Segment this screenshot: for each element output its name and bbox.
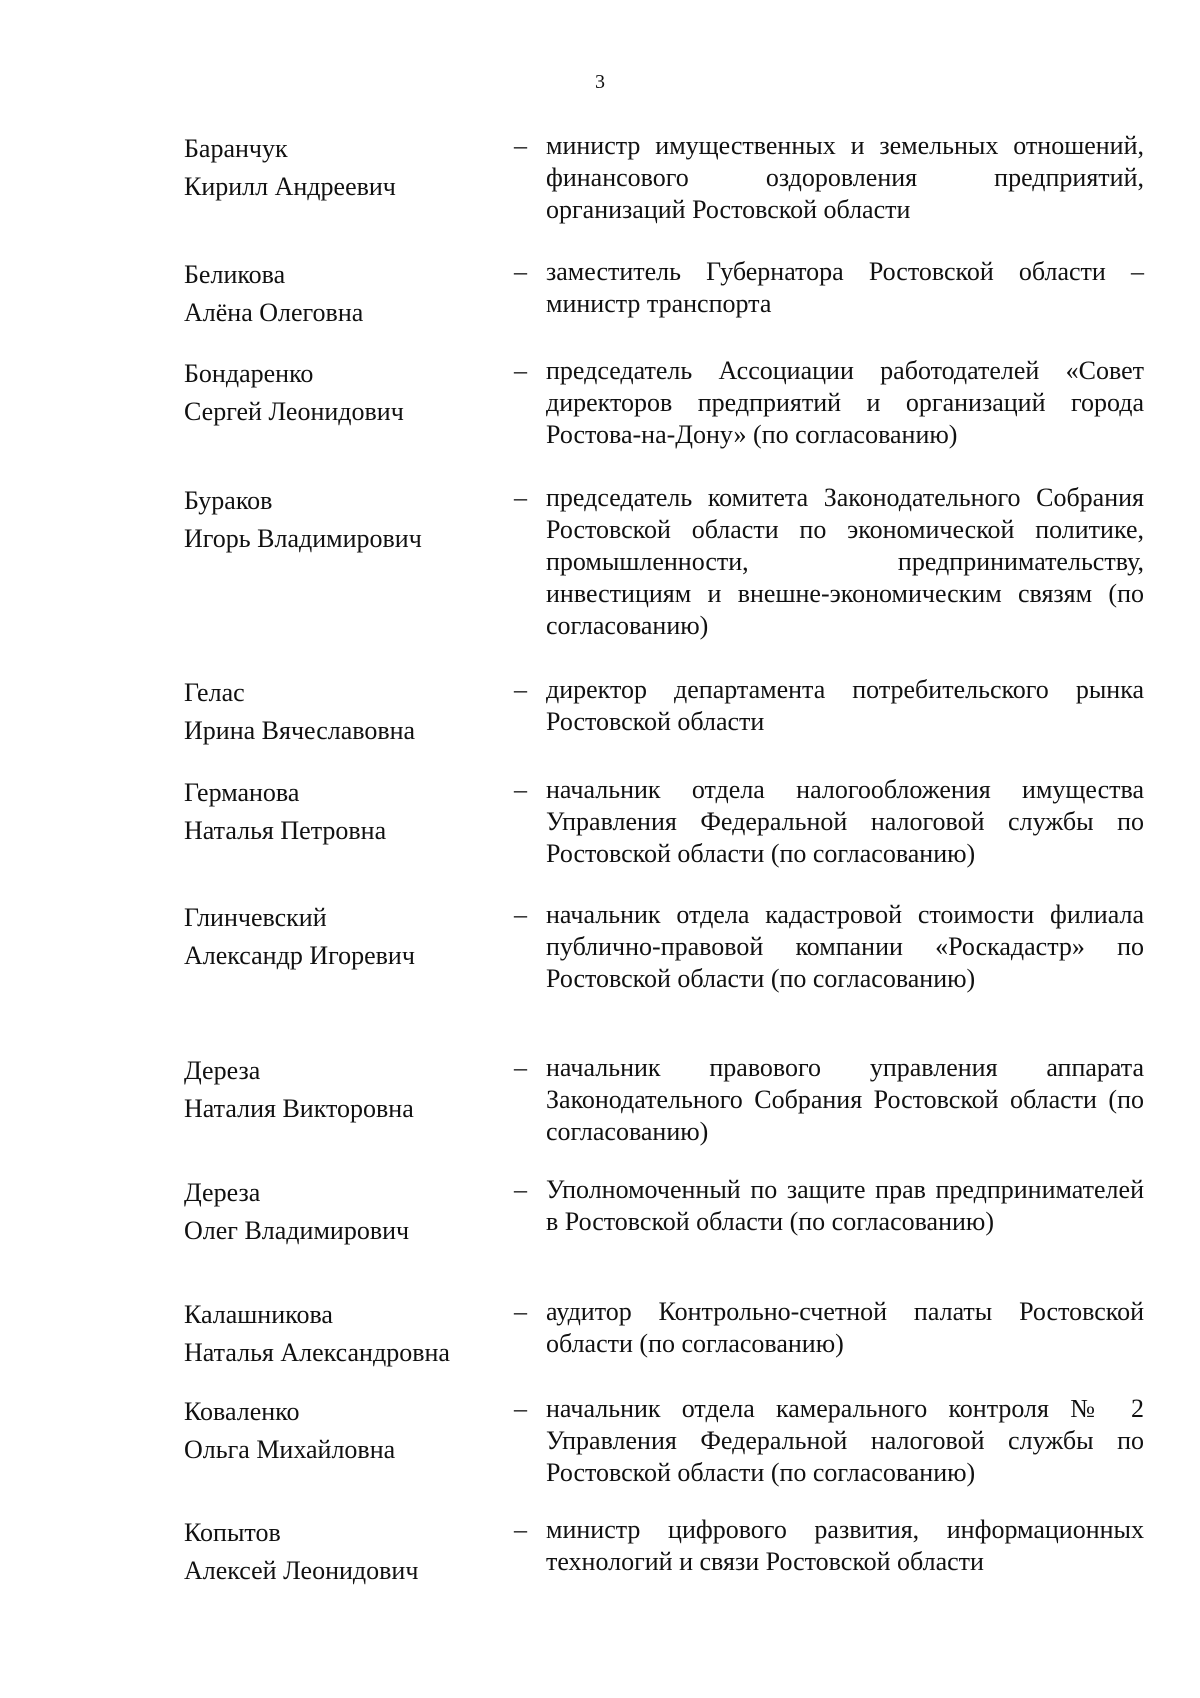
member-given-names: Игорь Владимирович bbox=[184, 524, 422, 553]
page-number: 3 bbox=[595, 71, 605, 93]
member-given-names: Александр Игоревич bbox=[184, 941, 415, 970]
member-surname: Калашникова bbox=[184, 1300, 333, 1329]
member-position: аудитор Контрольно-счетной палаты Ростовской области (по согласованию) bbox=[546, 1297, 1144, 1358]
member-name bbox=[184, 1296, 494, 1372]
dash-separator: – bbox=[514, 1053, 527, 1082]
member-position: заместитель Губернатора Ростовской области – министр транспорта bbox=[546, 257, 1144, 318]
member-name bbox=[184, 1052, 494, 1128]
dash-separator: – bbox=[514, 483, 527, 512]
member-surname: Глинчевский bbox=[184, 903, 327, 932]
member-position: начальник отдела кадастровой стоимости филиала публично-правовой компании «Роскадастр» по Ростовской области (по согласованию) bbox=[546, 900, 1144, 993]
dash-separator: – bbox=[514, 1515, 527, 1544]
dash-separator: – bbox=[514, 675, 527, 704]
member-surname: Дереза bbox=[184, 1056, 261, 1085]
member-name bbox=[184, 674, 494, 750]
dash-separator: – bbox=[514, 900, 527, 929]
member-name bbox=[184, 355, 494, 431]
member-position: директор департамента потребительского рынка Ростовской области bbox=[546, 675, 1144, 736]
member-given-names: Ольга Михайловна bbox=[184, 1435, 396, 1464]
member-surname: Баранчук bbox=[184, 134, 288, 163]
member-name bbox=[184, 130, 494, 206]
member-position: председатель Ассоциации работодателей «Совет директоров предприятий и организаций города Ростова-на-Дону» (по согласованию) bbox=[546, 356, 1144, 449]
member-surname: Бураков bbox=[184, 486, 273, 515]
dash-separator: – bbox=[514, 775, 527, 804]
dash-separator: – bbox=[514, 131, 527, 160]
member-given-names: Ирина Вячеславовна bbox=[184, 716, 416, 745]
member-name bbox=[184, 482, 494, 558]
member-surname: Беликова bbox=[184, 260, 286, 289]
member-given-names: Сергей Леонидович bbox=[184, 397, 404, 426]
dash-separator: – bbox=[514, 257, 527, 286]
dash-separator: – bbox=[514, 356, 527, 385]
member-position: министр цифрового развития, информационных технологий и связи Ростовской области bbox=[546, 1515, 1144, 1576]
member-surname: Коваленко bbox=[184, 1397, 300, 1426]
member-surname: Бондаренко bbox=[184, 359, 314, 388]
member-position: начальник отдела налогообложения имущества Управления Федеральной налоговой службы по Ростовской области (по согласованию) bbox=[546, 775, 1144, 868]
dash-separator: – bbox=[514, 1394, 527, 1423]
member-position: начальник правового управления аппарата Законодательного Собрания Ростовской области (по согласованию) bbox=[546, 1053, 1144, 1146]
member-name bbox=[184, 1174, 494, 1250]
member-position: министр имущественных и земельных отношений, финансового оздоровления предприятий, организаций Ростовской области bbox=[546, 131, 1144, 224]
member-position: начальник отдела камерального контроля № 2 Управления Федеральной налоговой службы по Ростовской области (по согласованию) bbox=[546, 1394, 1144, 1487]
member-given-names: Наталья Александровна bbox=[184, 1338, 450, 1367]
member-given-names: Олег Владимирович bbox=[184, 1216, 410, 1245]
member-position: Уполномоченный по защите прав предпринимателей в Ростовской области (по согласованию) bbox=[546, 1175, 1144, 1236]
member-given-names: Наталья Петровна bbox=[184, 816, 387, 845]
member-surname: Копытов bbox=[184, 1518, 281, 1547]
member-surname: Германова bbox=[184, 778, 300, 807]
member-name bbox=[184, 899, 494, 975]
member-given-names: Наталия Викторовна bbox=[184, 1094, 414, 1123]
member-given-names: Алёна Олеговна bbox=[184, 298, 364, 327]
member-name bbox=[184, 1393, 494, 1469]
dash-separator: – bbox=[514, 1175, 527, 1204]
member-name bbox=[184, 256, 494, 332]
member-given-names: Алексей Леонидович bbox=[184, 1556, 419, 1585]
member-given-names: Кирилл Андреевич bbox=[184, 172, 396, 201]
member-position: председатель комитета Законодательного Собрания Ростовской области по экономической политике, промышленности, предпринимательству, инвестициям и внешне-экономическим связям (по согласованию) bbox=[546, 483, 1144, 640]
member-name bbox=[184, 774, 494, 850]
dash-separator: – bbox=[514, 1297, 527, 1326]
member-surname: Гелас bbox=[184, 678, 245, 707]
member-name bbox=[184, 1514, 494, 1590]
member-surname: Дереза bbox=[184, 1178, 261, 1207]
